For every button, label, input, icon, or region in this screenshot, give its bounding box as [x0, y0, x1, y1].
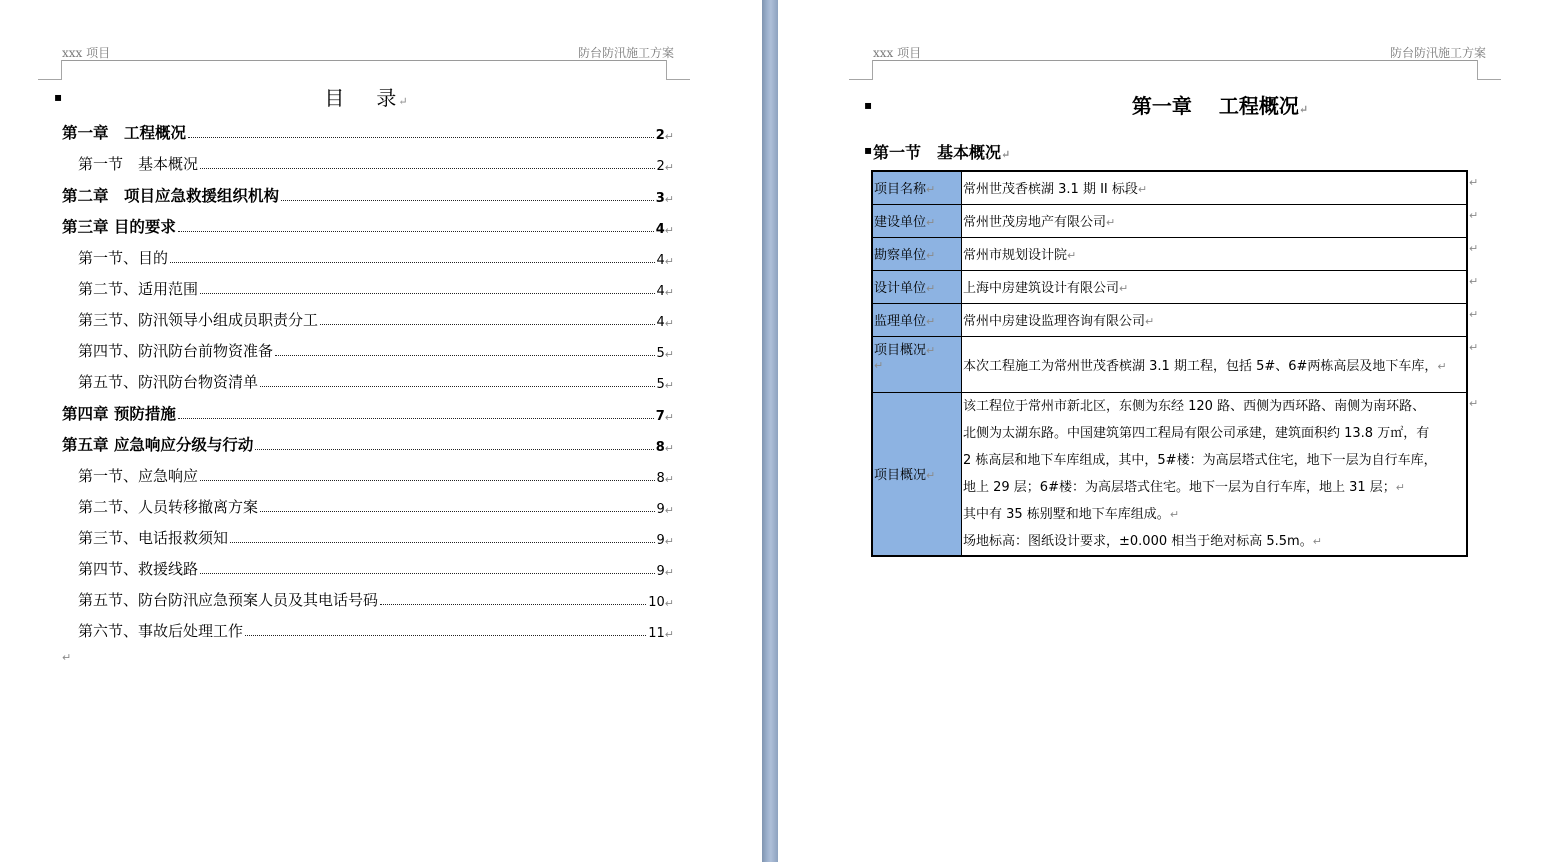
row-end-mark: ↵ [1469, 308, 1479, 321]
header-rule [62, 60, 666, 61]
bullet-mark: ▪ [54, 90, 63, 104]
toc-entry[interactable]: 第三节、防汛领导小组成员职责分工 4 ↵ [78, 311, 674, 330]
overview-line: 北侧为太湖东路。中国建筑第四工程局有限公司承建，建筑面积约 13.8 万㎡，有 [963, 425, 1430, 441]
row-end-mark: ↵ [1469, 275, 1479, 288]
row-value [962, 392, 1468, 556]
overview-line: 地上 29 层；6#楼：为高层塔式住宅。地下一层为自行车库，地上 31 层；↵ [963, 479, 1405, 495]
row-value: 常州中房建设监理咨询有限公司↵ [962, 303, 1468, 336]
toc-entry[interactable]: 第二节、适用范围 4 ↵ [78, 280, 674, 299]
row-label: 勘察单位↵ [872, 237, 962, 270]
row-label: 建设单位↵ [872, 204, 962, 237]
project-info-table [871, 170, 1468, 557]
toc-entry[interactable]: 第一节、应急响应 8 ↵ [78, 467, 674, 486]
row-end-mark: ↵ [1469, 242, 1479, 255]
toc-entry[interactable]: 第一章 工程概况 2 ↵ [62, 124, 674, 143]
overview-line: 其中有 35 栋别墅和地下车库组成。↵ [963, 506, 1180, 522]
row-end-mark: ↵ [1469, 397, 1479, 410]
row-end-mark: ↵ [1469, 209, 1479, 222]
toc-entry[interactable]: 第三节、电话报救须知 9 ↵ [78, 529, 674, 548]
header-left-text: xxx 项目 [62, 46, 111, 60]
row-value: 常州世茂房地产有限公司↵ [962, 204, 1468, 237]
row-value: 本次工程施工为常州世茂香槟湖 3.1 期工程，包括 5#、6#两栋高层及地下车库，↵ [962, 336, 1468, 392]
toc-entry[interactable]: 第四节、防汛防台前物资准备 5 ↵ [78, 342, 674, 361]
header-left-text: xxx 项目 [873, 46, 922, 60]
toc-title: 目 录↵ [324, 86, 410, 110]
toc-entry[interactable]: 第一节 基本概况 2 ↵ [78, 155, 674, 174]
overview-line: 2 栋高层和地下车库组成，其中，5#楼：为高层塔式住宅，地下一层为自行车库， [963, 452, 1437, 468]
toc-entry[interactable]: 第三章 目的要求 4 ↵ [62, 218, 674, 237]
toc-entry[interactable]: 第五节、防台防汛应急预案人员及其电话号码 10 ↵ [78, 591, 674, 610]
bullet-mark: ▪ [864, 143, 873, 157]
row-label: 设计单位↵ [872, 270, 962, 303]
toc-entry[interactable]: 第五节、防汛防台物资清单 5 ↵ [78, 373, 674, 392]
paragraph-mark: ↵ [62, 651, 72, 664]
header-rule [873, 60, 1477, 61]
row-value: 常州市规划设计院↵ [962, 237, 1468, 270]
page-gutter [762, 0, 778, 862]
crop-mark-right [666, 60, 690, 80]
table-row [872, 204, 1467, 237]
row-label: 项目概况↵ [872, 392, 962, 556]
row-end-mark: ↵ [1469, 341, 1479, 354]
toc-entry[interactable]: 第二章 项目应急救援组织机构 3 ↵ [62, 187, 674, 206]
crop-mark-right [1477, 60, 1501, 80]
chapter-title: 第一章 工程概况↵ [1131, 94, 1309, 118]
toc-entry[interactable]: 第四节、救援线路 9 ↵ [78, 560, 674, 579]
bullet-mark: ▪ [864, 98, 873, 112]
section-title: 第一节 基本概况↵ [873, 143, 1011, 162]
crop-mark-left [38, 60, 62, 80]
toc-entry[interactable]: 第一节、目的 4 ↵ [78, 249, 674, 268]
table-row [872, 171, 1467, 204]
header-right-text: 防台防汛施工方案 [577, 46, 674, 60]
table-row [872, 303, 1467, 336]
overview-line: 场地标高：图纸设计要求，±0.000 相当于绝对标高 5.5m。↵ [963, 533, 1322, 549]
header-right-text: 防台防汛施工方案 [1389, 46, 1486, 60]
table-row [872, 237, 1467, 270]
crop-mark-left [849, 60, 873, 80]
row-label: 项目名称↵ [872, 171, 962, 204]
overview-line: 该工程位于常州市新北区，东侧为东经 120 路、西侧为西环路、南侧为南环路、 [963, 398, 1426, 414]
table-row [872, 270, 1467, 303]
table-row [872, 392, 1467, 556]
toc-entry[interactable]: 第六节、事故后处理工作 11 ↵ [78, 622, 674, 641]
row-label: 监理单位↵ [872, 303, 962, 336]
row-value: 上海中房建筑设计有限公司↵ [962, 270, 1468, 303]
row-value: 常州世茂香槟湖 3.1 期 II 标段↵ [962, 171, 1468, 204]
toc-entry[interactable]: 第四章 预防措施 7 ↵ [62, 405, 674, 424]
table-row [872, 336, 1467, 392]
toc-entry[interactable]: 第二节、人员转移撤离方案 9 ↵ [78, 498, 674, 517]
row-end-mark: ↵ [1469, 176, 1479, 189]
row-label: 项目概况↵ ↵ [872, 336, 962, 392]
toc-entry[interactable]: 第五章 应急响应分级与行动 8 ↵ [62, 436, 674, 455]
